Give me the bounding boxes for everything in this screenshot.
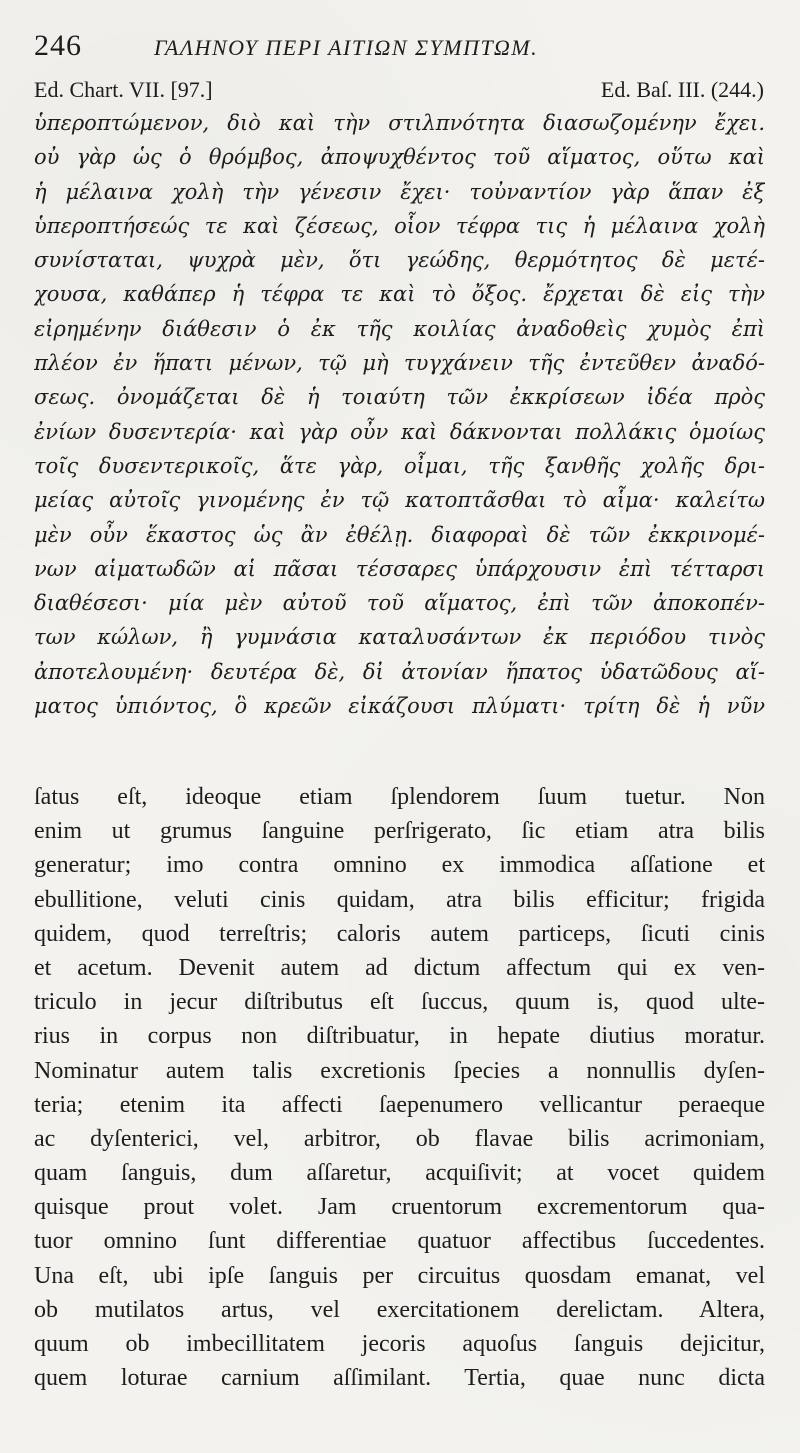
chartier-edition-reference: Ed. Chart. VII. [97.] — [34, 77, 213, 102]
greek-text-line: συνίσταται, ψυχρὰ μὲν, ὅτι γεώδης, θερμότητος δὲ μετέ- — [34, 248, 765, 273]
greek-text-line: ὑπεροπτήσεώς τε καὶ ζέσεως, οἷον τέφρα τις ἡ μέλαινα χολὴ — [34, 213, 765, 238]
greek-text-line: σεως. ὀνομάζεται δὲ ἡ τοιαύτη τῶν ἐκκρίσεων ἰδέα πρὸς — [34, 385, 765, 410]
latin-text-line: tuor omnino ſunt differentiae quatuor affectibus ſuccedentes. — [34, 1228, 765, 1255]
greek-text-line: ἡ μέλαινα χολὴ τὴν γένεσιν ἔχει· τοὐναντίον γὰρ ἅπαν ἐξ — [34, 179, 765, 204]
page-header — [34, 28, 764, 68]
latin-text-line: ac dyſenterici, vel, arbitror, ob flavae bilis acrimoniam, — [34, 1125, 765, 1152]
latin-text-line: rius in corpus non diſtribuatur, in hepate diutius moratur. — [34, 1023, 765, 1050]
latin-text-line: ſatus eſt, ideoque etiam ſplendorem ſuum tuetur. Non — [34, 784, 765, 810]
greek-text-line: νων αἱματωδῶν αἱ πᾶσαι τέσσαρες ὑπάρχουσιν ἐπὶ τέτταρσι — [34, 556, 765, 581]
latin-text-line: enim ut grumus ſanguine perſrigerato, ſic etiam atra bilis — [34, 818, 765, 845]
greek-text-line: ὑπεροπτώμενον, διὸ καὶ τὴν στιλπνότητα διασωζομένην ἔχει. — [34, 111, 765, 135]
latin-text-line: quam ſanguis, dum aſſaretur, acquiſivit; at vocet quidem — [34, 1160, 765, 1187]
latin-text-line: triculo in jecur diſtributus eſt ſuccus, quum is, quod ulte- — [34, 989, 765, 1016]
latin-text-line: quum ob imbecillitatem jecoris aquoſus ſanguis dejicitur, — [34, 1331, 765, 1357]
latin-text-line: generatur; imo contra omnino ex immodica aſſatione et — [34, 852, 765, 879]
latin-text-line: quisque prout volet. Jam cruentorum excrementorum qua- — [34, 1194, 765, 1221]
greek-text-line: εἰρημένην διάθεσιν ὁ ἐκ τῆς κοιλίας ἀναδοθεὶς χυμὸς ἐπὶ — [34, 316, 765, 341]
greek-text-line: των κώλων, ἢ γυμνάσια καταλυσάντων ἐκ περιόδου τινὸς — [34, 625, 765, 650]
page-number: 246 — [34, 29, 82, 62]
latin-text-line: ob mutilatos artus, vel exercitationem derelictam. Altera, — [34, 1296, 765, 1323]
greek-text-line: μείας αὐτοῖς γινομένης ἐν τῷ κατοπτᾶσθαι τὸ αἷμα· καλείτω — [34, 488, 765, 513]
latin-text-block — [34, 780, 765, 1395]
basel-edition-reference: Ed. Baſ. III. (244.) — [600, 77, 764, 102]
greek-text-line: ἐνίων δυσεντερία· καὶ γὰρ οὖν καὶ δάκνονται πολλάκις ὁμοίως — [34, 419, 765, 444]
running-title: ΓΑΛΗΝΟΥ ΠΕΡΙ ΑΙΤΙΩΝ ΣΥΜΠΤΩΜ. — [154, 35, 539, 60]
latin-text-line: quidem, quod terreſtris; caloris autem particeps, ſicuti cinis — [34, 920, 765, 947]
latin-text-line: teria; etenim ita affecti ſaepenumero vellicantur peraeque — [34, 1091, 765, 1118]
greek-text-line: μὲν οὖν ἕκαστος ὡς ἂν ἐθέλῃ. διαφοραὶ δὲ τῶν ἐκκρινομέ- — [34, 522, 765, 547]
greek-text-line: ματος ὑπιόντος, ὃ κρεῶν εἰκάζουσι πλύματι· τρίτη δὲ ἡ νῦν — [34, 694, 765, 719]
latin-text-line: et acetum. Devenit autem ad dictum affectum qui ex ven- — [34, 954, 765, 981]
greek-text-line: ἀποτελουμένη· δευτέρα δὲ, δἰ ἀτονίαν ἥπατος ὑδατῶδους αἵ- — [34, 659, 765, 684]
greek-text-line: οὐ γὰρ ὡς ὁ θρόμβος, ἀποψυχθέντος τοῦ αἵματος, οὕτω καὶ — [34, 145, 765, 170]
greek-text-block — [34, 106, 765, 723]
greek-text-line: τοῖς δυσεντερικοῖς, ἅτε γὰρ, οἶμαι, τῆς ξανθῆς χολῆς δρι- — [34, 453, 765, 478]
latin-text-line: Nominatur autem talis excretionis ſpecies a nonnullis dyſen- — [34, 1057, 765, 1084]
latin-text-line: quem loturae carnium aſſimilant. Tertia, quae nunc dicta — [34, 1365, 765, 1392]
latin-text-line: Una eſt, ubi ipſe ſanguis per circuitus quosdam emanat, vel — [34, 1262, 765, 1289]
greek-text-line: πλέον ἐν ἥπατι μένων, τῷ μὴ τυγχάνειν τῆς ἐντεῦθεν ἀναδό- — [34, 351, 765, 376]
edition-references — [34, 75, 764, 105]
latin-text-line: ebullitione, veluti cinis quidam, atra bilis efficitur; frigida — [34, 886, 765, 913]
greek-text-line: διαθέσεσι· μία μὲν αὐτοῦ τοῦ αἵματος, ἐπὶ τῶν ἀποκοπέν- — [34, 591, 765, 616]
greek-text-line: χουσα, καθάπερ ἡ τέφρα τε καὶ τὸ ὄξος. ἔρχεται δὲ εἰς τὴν — [34, 282, 765, 307]
